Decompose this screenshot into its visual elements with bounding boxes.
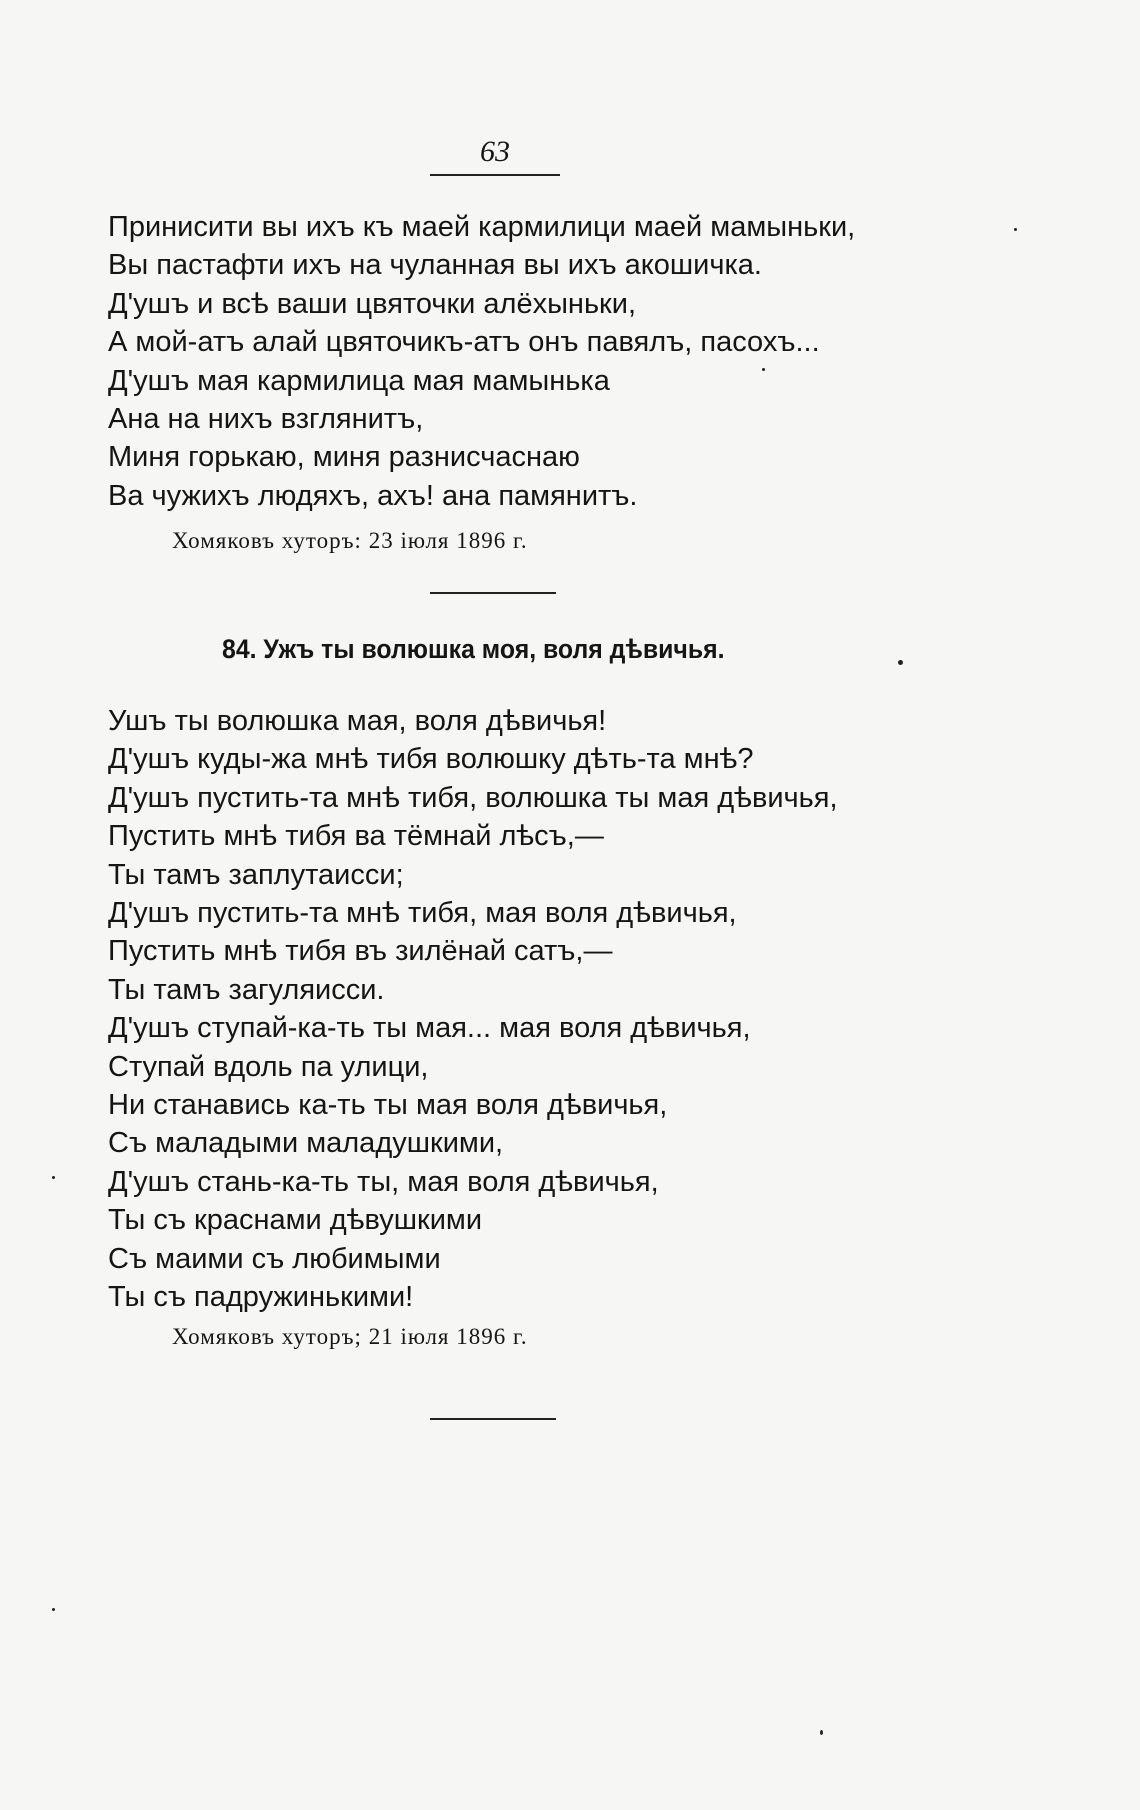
verse-line: Ступай вдоль па улици, bbox=[108, 1050, 429, 1083]
print-speck bbox=[898, 660, 903, 665]
verse-line: Д'ушъ ступай-ка-ть ты мая... мая воля дѣвичья, bbox=[108, 1012, 751, 1045]
verse-line: Ты тамъ загуляисси. bbox=[108, 973, 385, 1006]
section-divider bbox=[430, 592, 556, 594]
poem-ending bbox=[108, 208, 855, 515]
section-divider bbox=[430, 1418, 556, 1420]
verse-line: Д'ушъ и всѣ ваши цвяточки алёхыньки, bbox=[108, 287, 637, 320]
poem-body bbox=[108, 702, 838, 1317]
verse-line: Ушъ ты волюшка мая, воля дѣвичья! bbox=[108, 705, 607, 737]
verse-line: Пустить мнѣ тибя ва тёмнай лѣсъ,— bbox=[108, 820, 604, 853]
verse-line: Д'ушъ пустить-та мнѣ тибя, мая воля дѣвичья, bbox=[108, 897, 737, 930]
poem-title: 84. Ужъ ты волюшка моя, воля дѣвичья. bbox=[222, 634, 725, 664]
verse-line: Д'ушъ пустить-та мнѣ тибя, волюшка ты мая дѣвичья, bbox=[108, 781, 838, 814]
verse-line: Ты съ падружинькими! bbox=[108, 1281, 414, 1314]
verse-line: Д'ушъ стань-ка-ть ты, мая воля дѣвичья, bbox=[108, 1165, 659, 1198]
first-poem-date: Хомяковъ хуторъ: 23 іюля 1896 г. bbox=[172, 528, 528, 553]
verse-line: Ты съ краснами дѣвушкими bbox=[108, 1204, 483, 1237]
verse-line: Ана на нихъ взглянитъ, bbox=[108, 403, 424, 436]
verse-line: Ты тамъ заплутаисси; bbox=[108, 858, 404, 891]
verse-line: Съ маими съ любимыми bbox=[108, 1242, 441, 1275]
verse-line: Миня горькаю, миня разнисчаснаю bbox=[108, 441, 580, 474]
verse-line: Съ маладыми маладушкими, bbox=[108, 1127, 504, 1160]
verse-line: Ва чужихъ людяхъ, ахъ! ана памянитъ. bbox=[108, 479, 638, 512]
page-number: 63 bbox=[430, 130, 560, 176]
verse-line: Принисити вы ихъ къ маей кармилици маей мамыньки, bbox=[108, 211, 856, 243]
print-speck bbox=[52, 1176, 55, 1179]
second-poem-date: Хомяковъ хуторъ; 21 іюля 1896 г. bbox=[172, 1324, 528, 1349]
verse-line: Ни станавись ка-ть ты мая воля дѣвичья, bbox=[108, 1089, 668, 1122]
verse-line: Д'ушъ мая кармилица мая мамынька bbox=[108, 364, 610, 397]
verse-line: Д'ушъ куды-жа мнѣ тибя волюшку дѣть-та мнѣ? bbox=[108, 743, 754, 776]
print-speck bbox=[52, 1608, 55, 1611]
print-speck bbox=[762, 368, 765, 371]
print-speck bbox=[820, 1730, 823, 1735]
verse-line: Пустить мнѣ тибя въ зилёнай сатъ,— bbox=[108, 935, 613, 968]
verse-line: Вы пастафти ихъ на чуланная вы ихъ акошичка. bbox=[108, 249, 762, 282]
print-speck bbox=[1014, 228, 1017, 231]
verse-line: А мой-атъ алай цвяточикъ-атъ онъ павялъ, пасохъ... bbox=[108, 326, 820, 359]
